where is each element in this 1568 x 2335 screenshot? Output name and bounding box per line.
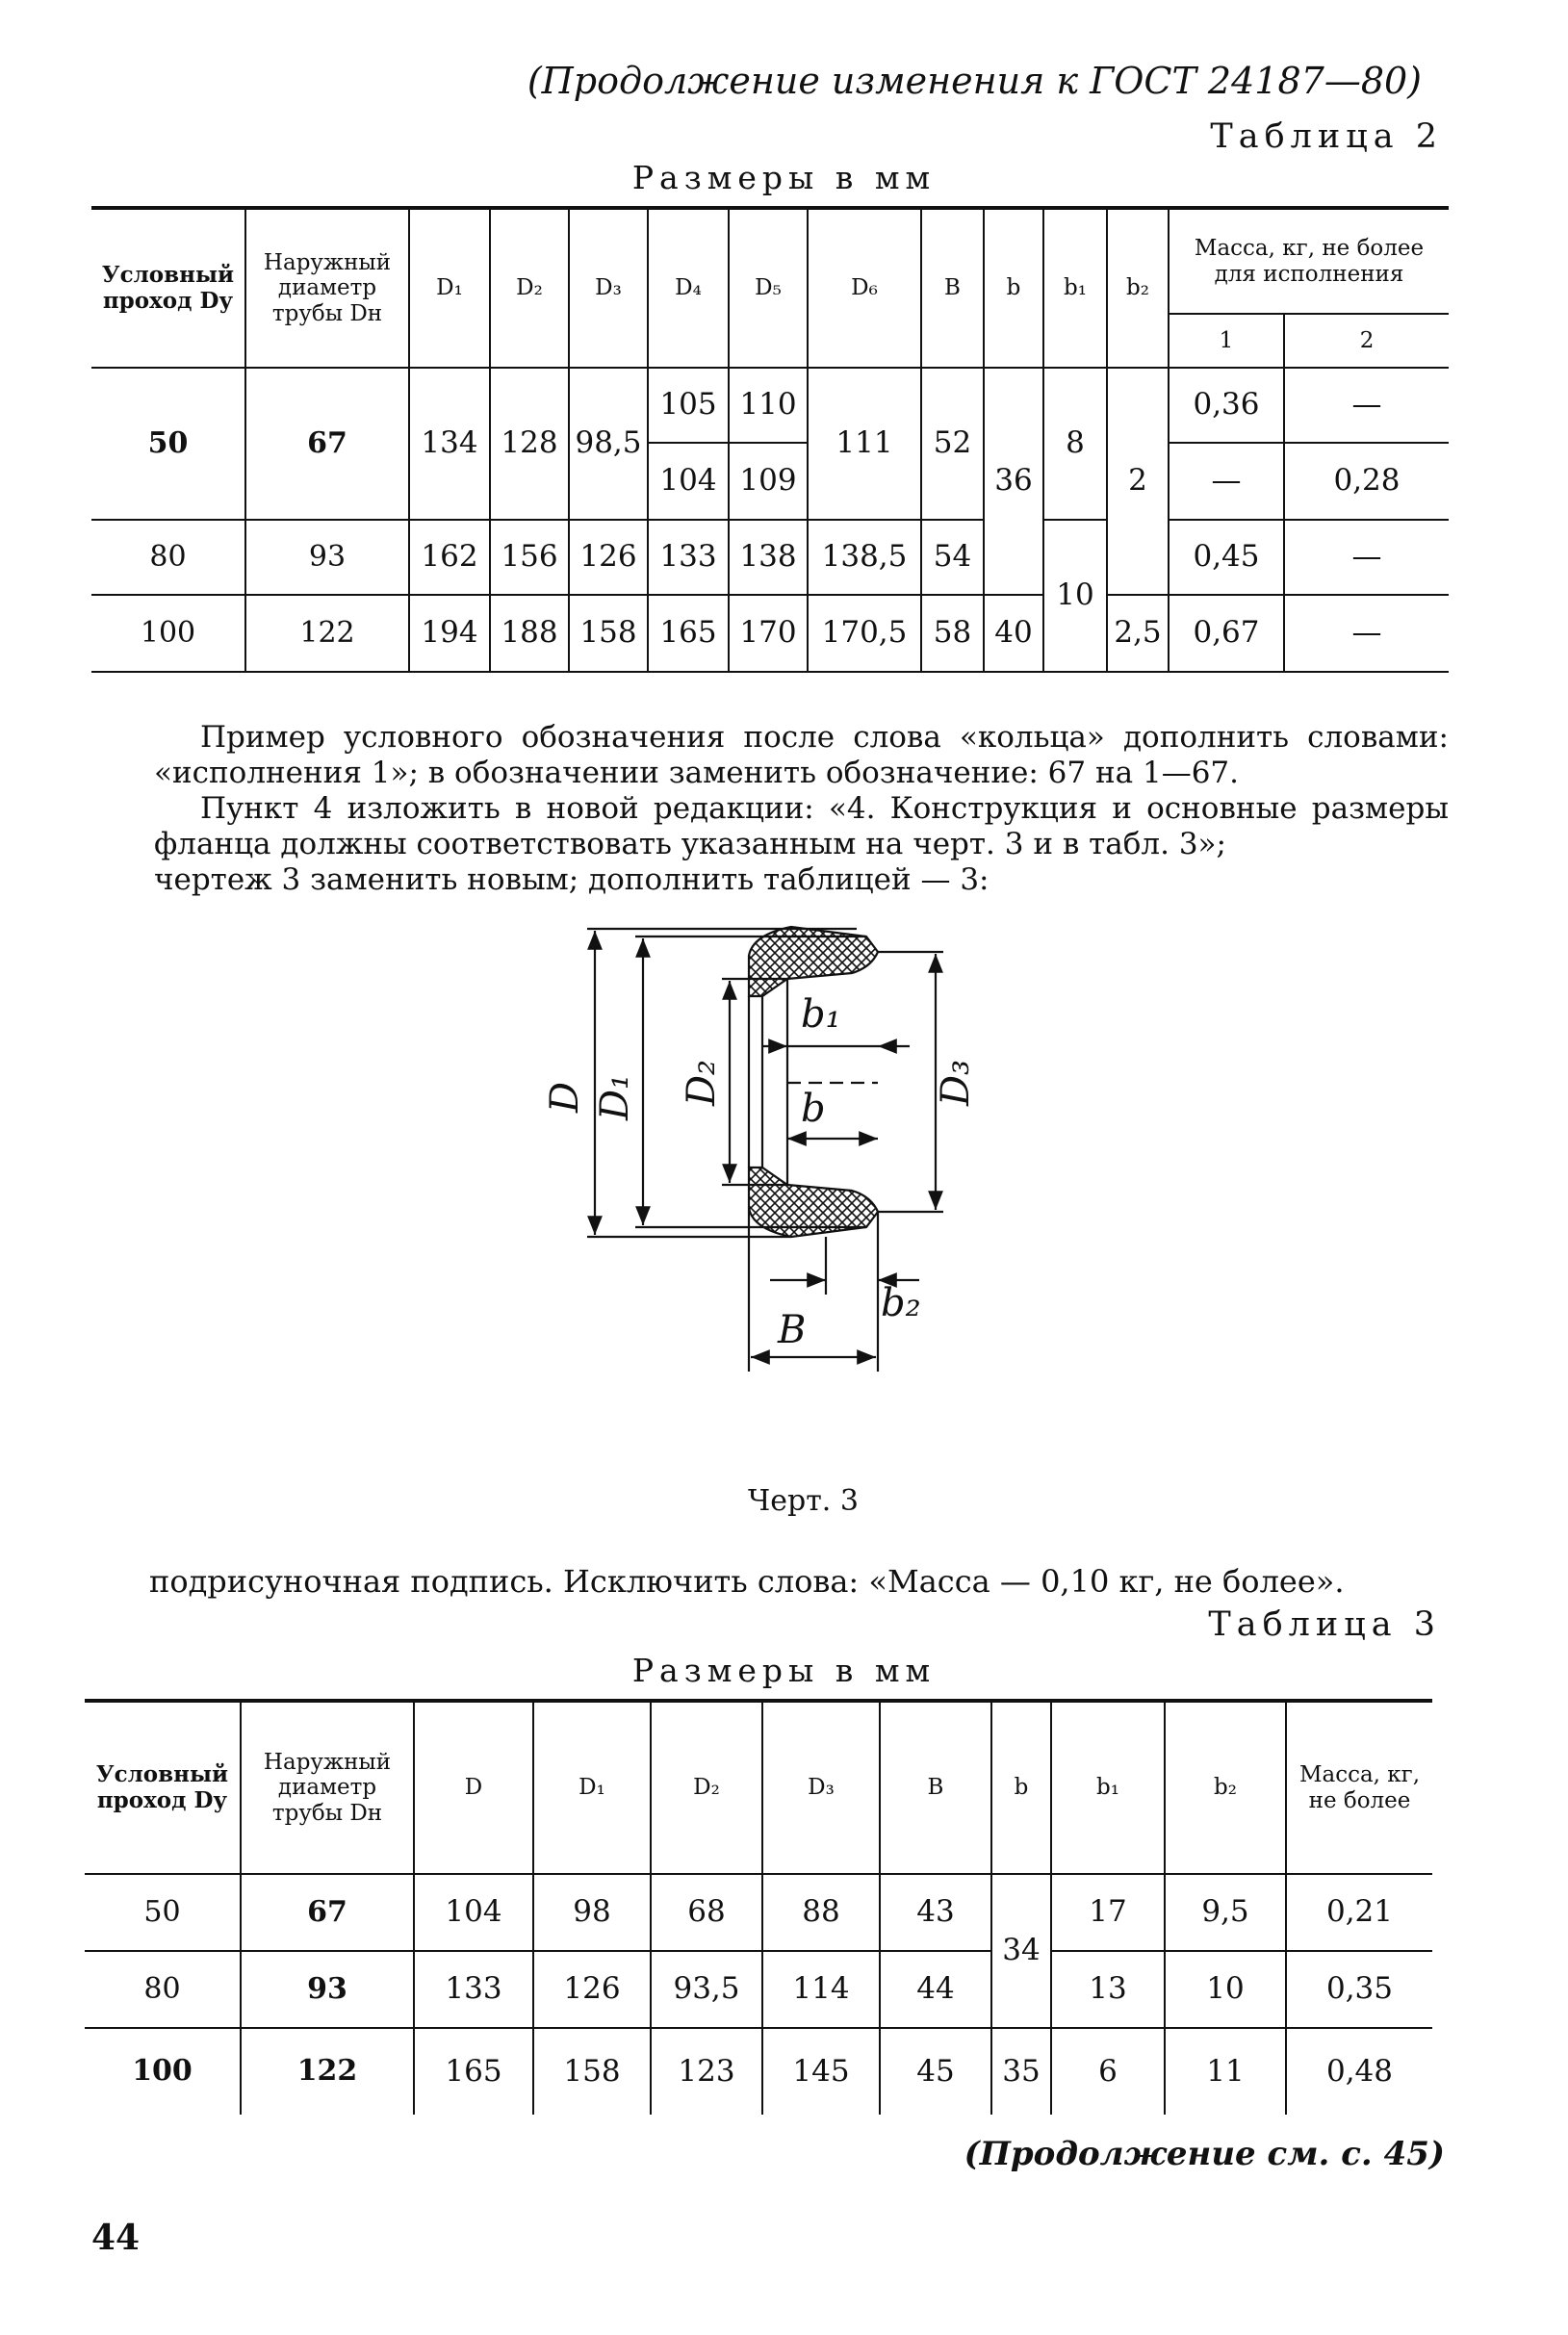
t2-r50-m1b: — <box>1169 443 1284 520</box>
t3-r0-dn: 67 <box>241 1874 414 1951</box>
t3-r2-b2: 11 <box>1165 2028 1286 2115</box>
drawing-caption: Черт. 3 <box>748 1484 859 1518</box>
paragraph-clause4-line1: Пункт 4 изложить в новой редакции: «4. Конструкция и основные размеры <box>200 791 1449 826</box>
t2-r50-d1: 134 <box>409 368 490 520</box>
t2-r50-d2: 128 <box>490 368 569 520</box>
t3-r0-D: 104 <box>414 1874 533 1951</box>
paragraph-example-line1: Пример условного обозначения после слова «кольца» дополнить словами: <box>200 720 1449 755</box>
dim-label-B: B <box>778 1308 807 1352</box>
t2-b2-2: 2 <box>1107 368 1169 595</box>
t2-r50-d4b: 104 <box>648 443 729 520</box>
t3-r1-B: 44 <box>880 1951 991 2028</box>
t2-r80-d4: 133 <box>648 520 729 595</box>
t3-r2-D: 165 <box>414 2028 533 2115</box>
t3-r0-b2: 9,5 <box>1165 1874 1286 1951</box>
table3-label: Таблица 3 <box>1208 1605 1441 1644</box>
table-row <box>85 1874 1432 1951</box>
page-number: 44 <box>91 2218 141 2258</box>
t3-header-d2: D₂ <box>651 1701 762 1874</box>
table-2 <box>91 206 1449 673</box>
t2-r50-B: 52 <box>921 368 984 520</box>
t2-r80-m2: — <box>1284 520 1449 595</box>
t3-r1-d1: 126 <box>533 1951 651 2028</box>
t2-r100-d5: 170 <box>729 595 808 672</box>
t3-header-B: B <box>880 1701 991 1874</box>
table-row <box>85 2028 1432 2115</box>
t3-r2-d2: 123 <box>651 2028 762 2115</box>
t3-r1-mass: 0,35 <box>1286 1951 1432 2028</box>
paragraph-drawing: чертеж 3 заменить новым; дополнить таблицей — 3: <box>154 862 990 897</box>
t3-r1-b1: 13 <box>1051 1951 1165 2028</box>
t2-header-dn: Наружный диаметр трубы Dн <box>245 208 409 368</box>
t3-header-dy: Условный проход Dу <box>95 1761 229 1813</box>
t3-r1-d3: 114 <box>762 1951 880 2028</box>
t3-r0-d3: 88 <box>762 1874 880 1951</box>
t3-r2-dn: 122 <box>241 2028 414 2115</box>
t2-header-d3: D₃ <box>569 208 648 368</box>
t2-r100-B: 58 <box>921 595 984 672</box>
t2-r50-dn: 67 <box>245 368 409 520</box>
t2-r50-dy: 50 <box>147 425 189 460</box>
t2-r80-dn: 93 <box>245 520 409 595</box>
t2-r100-b2: 2,5 <box>1107 595 1169 672</box>
t2-r80-d2: 156 <box>490 520 569 595</box>
flange-drawing <box>539 919 982 1477</box>
t3-r2-dy: 100 <box>132 2054 193 2089</box>
table3-units: Размеры в мм <box>631 1652 937 1689</box>
t3-header-d3: D₃ <box>762 1701 880 1874</box>
table-3 <box>85 1699 1432 2115</box>
t3-header-dn: Наружный диаметр трубы Dн <box>241 1701 414 1874</box>
t2-r80-d5: 138 <box>729 520 808 595</box>
t2-header-b1: b₁ <box>1043 208 1107 368</box>
continuation-header: (Продолжение изменения к ГОСТ 24187—80) <box>527 60 1422 102</box>
dim-label-b1: b₁ <box>801 992 841 1037</box>
paragraph-clause4-line2: фланца должны соответствовать указанным на черт. 3 и в табл. 3»; <box>154 827 1226 861</box>
t2-r100-d1: 194 <box>409 595 490 672</box>
t2-r50-d5b: 109 <box>729 443 808 520</box>
t3-r0-dy: 50 <box>143 1894 181 1929</box>
t3-r0-d1: 98 <box>533 1874 651 1951</box>
t2-r50-m2a: — <box>1284 368 1449 443</box>
dim-label-D: D <box>543 1081 587 1114</box>
dim-label-b: b <box>801 1087 826 1131</box>
t2-header-B: B <box>921 208 984 368</box>
paragraph-example-line2: «исполнения 1»; в обозначении заменить обозначение: 67 на 1—67. <box>154 756 1239 790</box>
t3-r0-B: 43 <box>880 1874 991 1951</box>
t2-b1-10: 10 <box>1043 520 1107 672</box>
t2-header-d1: D₁ <box>409 208 490 368</box>
t2-header-d5: D₅ <box>729 208 808 368</box>
t2-r50-d3: 98,5 <box>569 368 648 520</box>
t2-header-d6: D₆ <box>808 208 921 368</box>
t3-r1-dy: 80 <box>143 1971 181 2006</box>
t2-r80-d6: 138,5 <box>808 520 921 595</box>
t3-b-34: 34 <box>991 1874 1051 2028</box>
t3-r1-b2: 10 <box>1165 1951 1286 2028</box>
t2-b-36: 36 <box>984 368 1043 595</box>
t2-header-b: b <box>984 208 1043 368</box>
t2-header-dy: Условный проход Dу <box>101 262 235 314</box>
t3-header-b1: b₁ <box>1051 1701 1165 1874</box>
t3-header-D: D <box>414 1701 533 1874</box>
t2-r100-dn: 122 <box>245 595 409 672</box>
t3-header-b: b <box>991 1701 1051 1874</box>
caption-note: подрисуночная подпись. Исключить слова: «Масса — 0,10 кг, не более». <box>149 1563 1345 1600</box>
dim-label-D2: D₂ <box>680 1059 724 1107</box>
t2-header-mass: Масса, кг, не более для исполнения <box>1169 208 1449 314</box>
t2-r100-dy: 100 <box>140 615 196 650</box>
t3-r2-d1: 158 <box>533 2028 651 2115</box>
t2-r100-m1: 0,67 <box>1169 595 1284 672</box>
table-row <box>85 1951 1432 2028</box>
t3-r2-B: 45 <box>880 2028 991 2115</box>
t2-r50-m2b: 0,28 <box>1284 443 1449 520</box>
body-text <box>154 720 1449 898</box>
t3-r0-d2: 68 <box>651 1874 762 1951</box>
continuation-footer: (Продолжение см. с. 45) <box>964 2135 1445 2173</box>
t3-header-d1: D₁ <box>533 1701 651 1874</box>
t2-r100-m2: — <box>1284 595 1449 672</box>
t3-r1-d2: 93,5 <box>651 1951 762 2028</box>
t2-r100-b: 40 <box>984 595 1043 672</box>
t2-r100-d6: 170,5 <box>808 595 921 672</box>
t2-header-mass-2: 2 <box>1284 314 1449 368</box>
t2-r80-dy: 80 <box>149 539 187 574</box>
t2-header-mass-1: 1 <box>1169 314 1284 368</box>
t3-r2-d3: 145 <box>762 2028 880 2115</box>
t3-r1-D: 133 <box>414 1951 533 2028</box>
t2-r50-b1: 8 <box>1043 368 1107 520</box>
t2-r100-d3: 158 <box>569 595 648 672</box>
table2-units: Размеры в мм <box>631 159 937 196</box>
t2-r80-m1: 0,45 <box>1169 520 1284 595</box>
t3-r0-b1: 17 <box>1051 1874 1165 1951</box>
t2-r80-d1: 162 <box>409 520 490 595</box>
t2-r50-m1a: 0,36 <box>1169 368 1284 443</box>
t3-r1-dn: 93 <box>241 1951 414 2028</box>
t2-r80-B: 54 <box>921 520 984 595</box>
t3-header-b2: b₂ <box>1165 1701 1286 1874</box>
dim-label-D1: D₁ <box>593 1073 637 1121</box>
t3-r2-b1: 6 <box>1051 2028 1165 2115</box>
dim-label-D3: D₃ <box>934 1059 978 1107</box>
table2-label: Таблица 2 <box>1210 117 1443 156</box>
t3-r0-mass: 0,21 <box>1286 1874 1432 1951</box>
t2-header-d4: D₄ <box>648 208 729 368</box>
t3-header-mass: Масса, кг, не более <box>1286 1701 1432 1874</box>
t2-r80-d3: 126 <box>569 520 648 595</box>
t2-r50-d4a: 105 <box>648 368 729 443</box>
dim-label-b2: b₂ <box>881 1281 921 1325</box>
t3-r2-b: 35 <box>991 2028 1051 2115</box>
t2-header-b2: b₂ <box>1107 208 1169 368</box>
t2-r100-d2: 188 <box>490 595 569 672</box>
t2-r50-d5a: 110 <box>729 368 808 443</box>
t2-header-d2: D₂ <box>490 208 569 368</box>
t2-r100-d4: 165 <box>648 595 729 672</box>
t2-r50-d6: 111 <box>808 368 921 520</box>
t3-r2-mass: 0,48 <box>1286 2028 1432 2115</box>
